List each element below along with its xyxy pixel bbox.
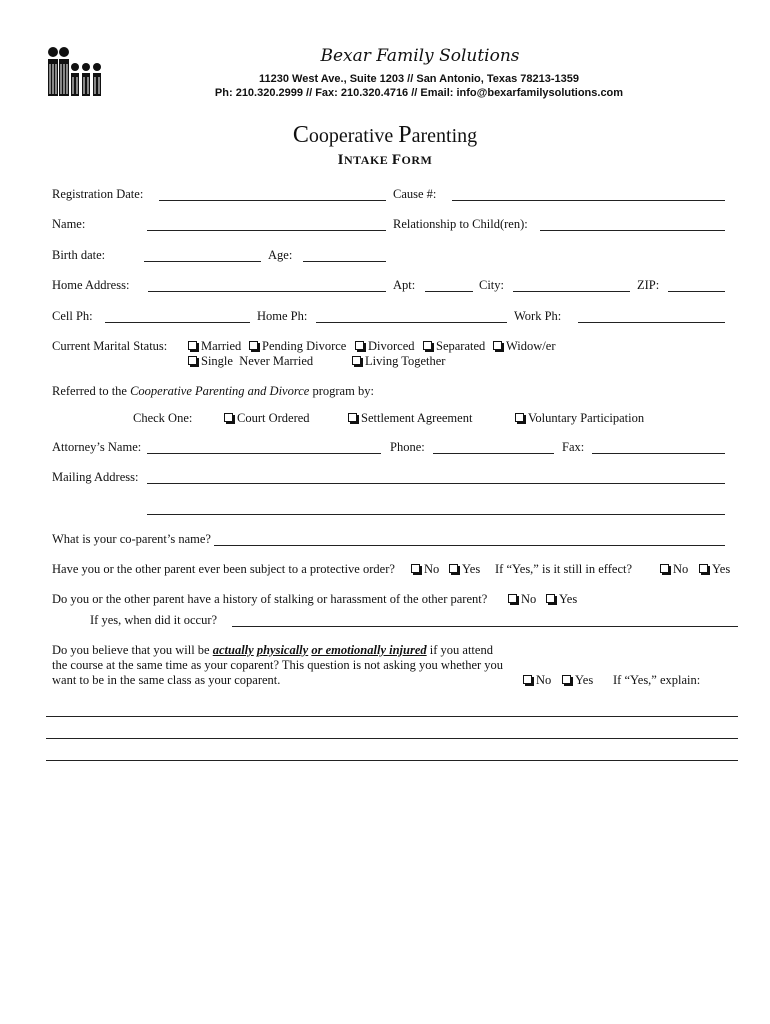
birth-date-field[interactable] bbox=[144, 261, 261, 262]
marital-separated-checkbox[interactable] bbox=[423, 339, 485, 353]
checkbox-icon bbox=[449, 564, 458, 573]
option-label: Voluntary Participation bbox=[528, 411, 645, 425]
explain-label: If “Yes,” explain: bbox=[613, 673, 701, 687]
check-one-label: Check One: bbox=[133, 411, 193, 425]
option-label: Single Never Married bbox=[201, 354, 314, 368]
relationship-label: Relationship to Child(ren): bbox=[393, 217, 528, 231]
home-phone-label: Home Ph: bbox=[257, 309, 308, 323]
org-address: 11230 West Ave., Suite 1203 // San Antonio, Texas 78213-1359 bbox=[259, 73, 579, 85]
attorney-name-label: Attorney’s Name: bbox=[52, 440, 142, 454]
zip-field[interactable] bbox=[668, 291, 725, 292]
attorney-phone-label: Phone: bbox=[390, 440, 425, 454]
checkbox-icon bbox=[515, 413, 524, 422]
voluntary-participation-checkbox[interactable] bbox=[515, 411, 644, 425]
form-subtitle: INTAKE FORM bbox=[337, 152, 433, 168]
explain-field-3[interactable] bbox=[46, 760, 738, 761]
marital-pending-divorce-checkbox[interactable] bbox=[249, 339, 346, 353]
marital-widower-checkbox[interactable] bbox=[493, 339, 555, 353]
protective-order-question: Have you or the other parent ever been subject to a protective order? bbox=[52, 562, 395, 576]
injured-yes-checkbox[interactable] bbox=[562, 673, 593, 687]
attorney-name-field[interactable] bbox=[147, 453, 381, 454]
cause-label: Cause #: bbox=[393, 187, 437, 201]
form-title: Cooperative Parenting bbox=[292, 122, 478, 148]
still-in-effect-no-checkbox[interactable] bbox=[660, 562, 688, 576]
cell-phone-label: Cell Ph: bbox=[52, 309, 93, 323]
option-label: No bbox=[521, 592, 537, 606]
option-label: Married bbox=[201, 339, 242, 353]
marital-living-together-checkbox[interactable] bbox=[352, 354, 445, 368]
checkbox-icon bbox=[355, 341, 364, 350]
marital-married-checkbox[interactable] bbox=[188, 339, 241, 353]
still-in-effect-question: If “Yes,” is it still in effect? bbox=[495, 562, 633, 576]
option-label: Settlement Agreement bbox=[361, 411, 473, 425]
name-label: Name: bbox=[52, 217, 86, 231]
marital-status-label: Current Marital Status: bbox=[52, 339, 168, 353]
stalking-yes-checkbox[interactable] bbox=[546, 592, 577, 606]
stalking-no-checkbox[interactable] bbox=[508, 592, 536, 606]
option-label: No bbox=[424, 562, 440, 576]
protective-order-yes-checkbox[interactable] bbox=[449, 562, 480, 576]
injured-no-checkbox[interactable] bbox=[523, 673, 551, 687]
option-label: Yes bbox=[462, 562, 481, 576]
referral-label: Referred to the Cooperative Parenting and Divorce program by: bbox=[52, 384, 374, 398]
apt-label: Apt: bbox=[393, 278, 416, 292]
marital-single-checkbox[interactable] bbox=[188, 354, 313, 368]
protective-order-no-checkbox[interactable] bbox=[411, 562, 439, 576]
birth-date-label: Birth date: bbox=[52, 248, 106, 262]
work-phone-label: Work Ph: bbox=[514, 309, 562, 323]
when-occur-label: If yes, when did it occur? bbox=[90, 613, 218, 627]
checkbox-icon bbox=[348, 413, 357, 422]
marital-divorced-checkbox[interactable] bbox=[355, 339, 415, 353]
name-field[interactable] bbox=[147, 230, 386, 231]
option-label: Yes bbox=[575, 673, 594, 687]
coparent-name-label: What is your co-parent’s name? bbox=[52, 532, 211, 546]
checkbox-icon bbox=[411, 564, 420, 573]
option-label: Widow/er bbox=[506, 339, 556, 353]
option-label: Yes bbox=[559, 592, 578, 606]
age-field[interactable] bbox=[303, 261, 386, 262]
explain-field-1[interactable] bbox=[46, 716, 738, 717]
injured-question-line-2: the course at the same time as your coparent? This question is not asking you whether you bbox=[52, 658, 504, 672]
mailing-address-label: Mailing Address: bbox=[52, 470, 139, 484]
org-name: Bexar Family Solutions bbox=[320, 46, 520, 66]
checkbox-icon bbox=[546, 594, 555, 603]
mailing-address-field-2[interactable] bbox=[147, 514, 725, 515]
checkbox-icon bbox=[508, 594, 517, 603]
attorney-fax-field[interactable] bbox=[592, 453, 725, 454]
explain-field-2[interactable] bbox=[46, 738, 738, 739]
option-label: Pending Divorce bbox=[262, 339, 347, 353]
checkbox-icon bbox=[523, 675, 532, 684]
option-label: Living Together bbox=[365, 354, 446, 368]
zip-label: ZIP: bbox=[637, 278, 660, 292]
home-address-field[interactable] bbox=[148, 291, 386, 292]
option-label: No bbox=[673, 562, 689, 576]
checkbox-icon bbox=[352, 356, 361, 365]
court-ordered-checkbox[interactable] bbox=[224, 411, 310, 425]
cause-field[interactable] bbox=[452, 200, 725, 201]
option-label: Divorced bbox=[368, 339, 415, 353]
injured-question-line-3: want to be in the same class as your coparent. bbox=[52, 673, 281, 687]
checkbox-icon bbox=[660, 564, 669, 573]
home-phone-field[interactable] bbox=[316, 322, 507, 323]
attorney-fax-label: Fax: bbox=[562, 440, 585, 454]
option-label: Separated bbox=[436, 339, 486, 353]
coparent-name-field[interactable] bbox=[214, 545, 725, 546]
registration-date-field[interactable] bbox=[159, 200, 386, 201]
city-label: City: bbox=[479, 278, 505, 292]
option-label: Court Ordered bbox=[237, 411, 310, 425]
option-label: No bbox=[536, 673, 552, 687]
age-label: Age: bbox=[268, 248, 293, 262]
checkbox-icon bbox=[224, 413, 233, 422]
org-contact: Ph: 210.320.2999 // Fax: 210.320.4716 // Email: info@bexarfamilysolutions.com bbox=[214, 87, 624, 99]
when-occur-field[interactable] bbox=[232, 626, 738, 627]
checkbox-icon bbox=[423, 341, 432, 350]
checkbox-icon bbox=[493, 341, 502, 350]
checkbox-icon bbox=[188, 341, 197, 350]
option-label: Yes bbox=[712, 562, 731, 576]
checkbox-icon bbox=[249, 341, 258, 350]
stalking-question: Do you or the other parent have a history of stalking or harassment of the other parent? bbox=[52, 592, 488, 606]
registration-date-label: Registration Date: bbox=[52, 187, 144, 201]
apt-field[interactable] bbox=[425, 291, 473, 292]
cell-phone-field[interactable] bbox=[105, 322, 250, 323]
mailing-address-field[interactable] bbox=[147, 483, 725, 484]
checkbox-icon bbox=[188, 356, 197, 365]
city-field[interactable] bbox=[513, 291, 630, 292]
home-address-label: Home Address: bbox=[52, 278, 130, 292]
injured-question-line-1: Do you believe that you will be actually physically or emotionally injured if you attend bbox=[52, 643, 493, 657]
checkbox-icon bbox=[562, 675, 571, 684]
checkbox-icon bbox=[699, 564, 708, 573]
work-phone-field[interactable] bbox=[578, 322, 725, 323]
relationship-field[interactable] bbox=[540, 230, 725, 231]
still-in-effect-yes-checkbox[interactable] bbox=[699, 562, 730, 576]
settlement-agreement-checkbox[interactable] bbox=[348, 411, 472, 425]
attorney-phone-field[interactable] bbox=[433, 453, 554, 454]
